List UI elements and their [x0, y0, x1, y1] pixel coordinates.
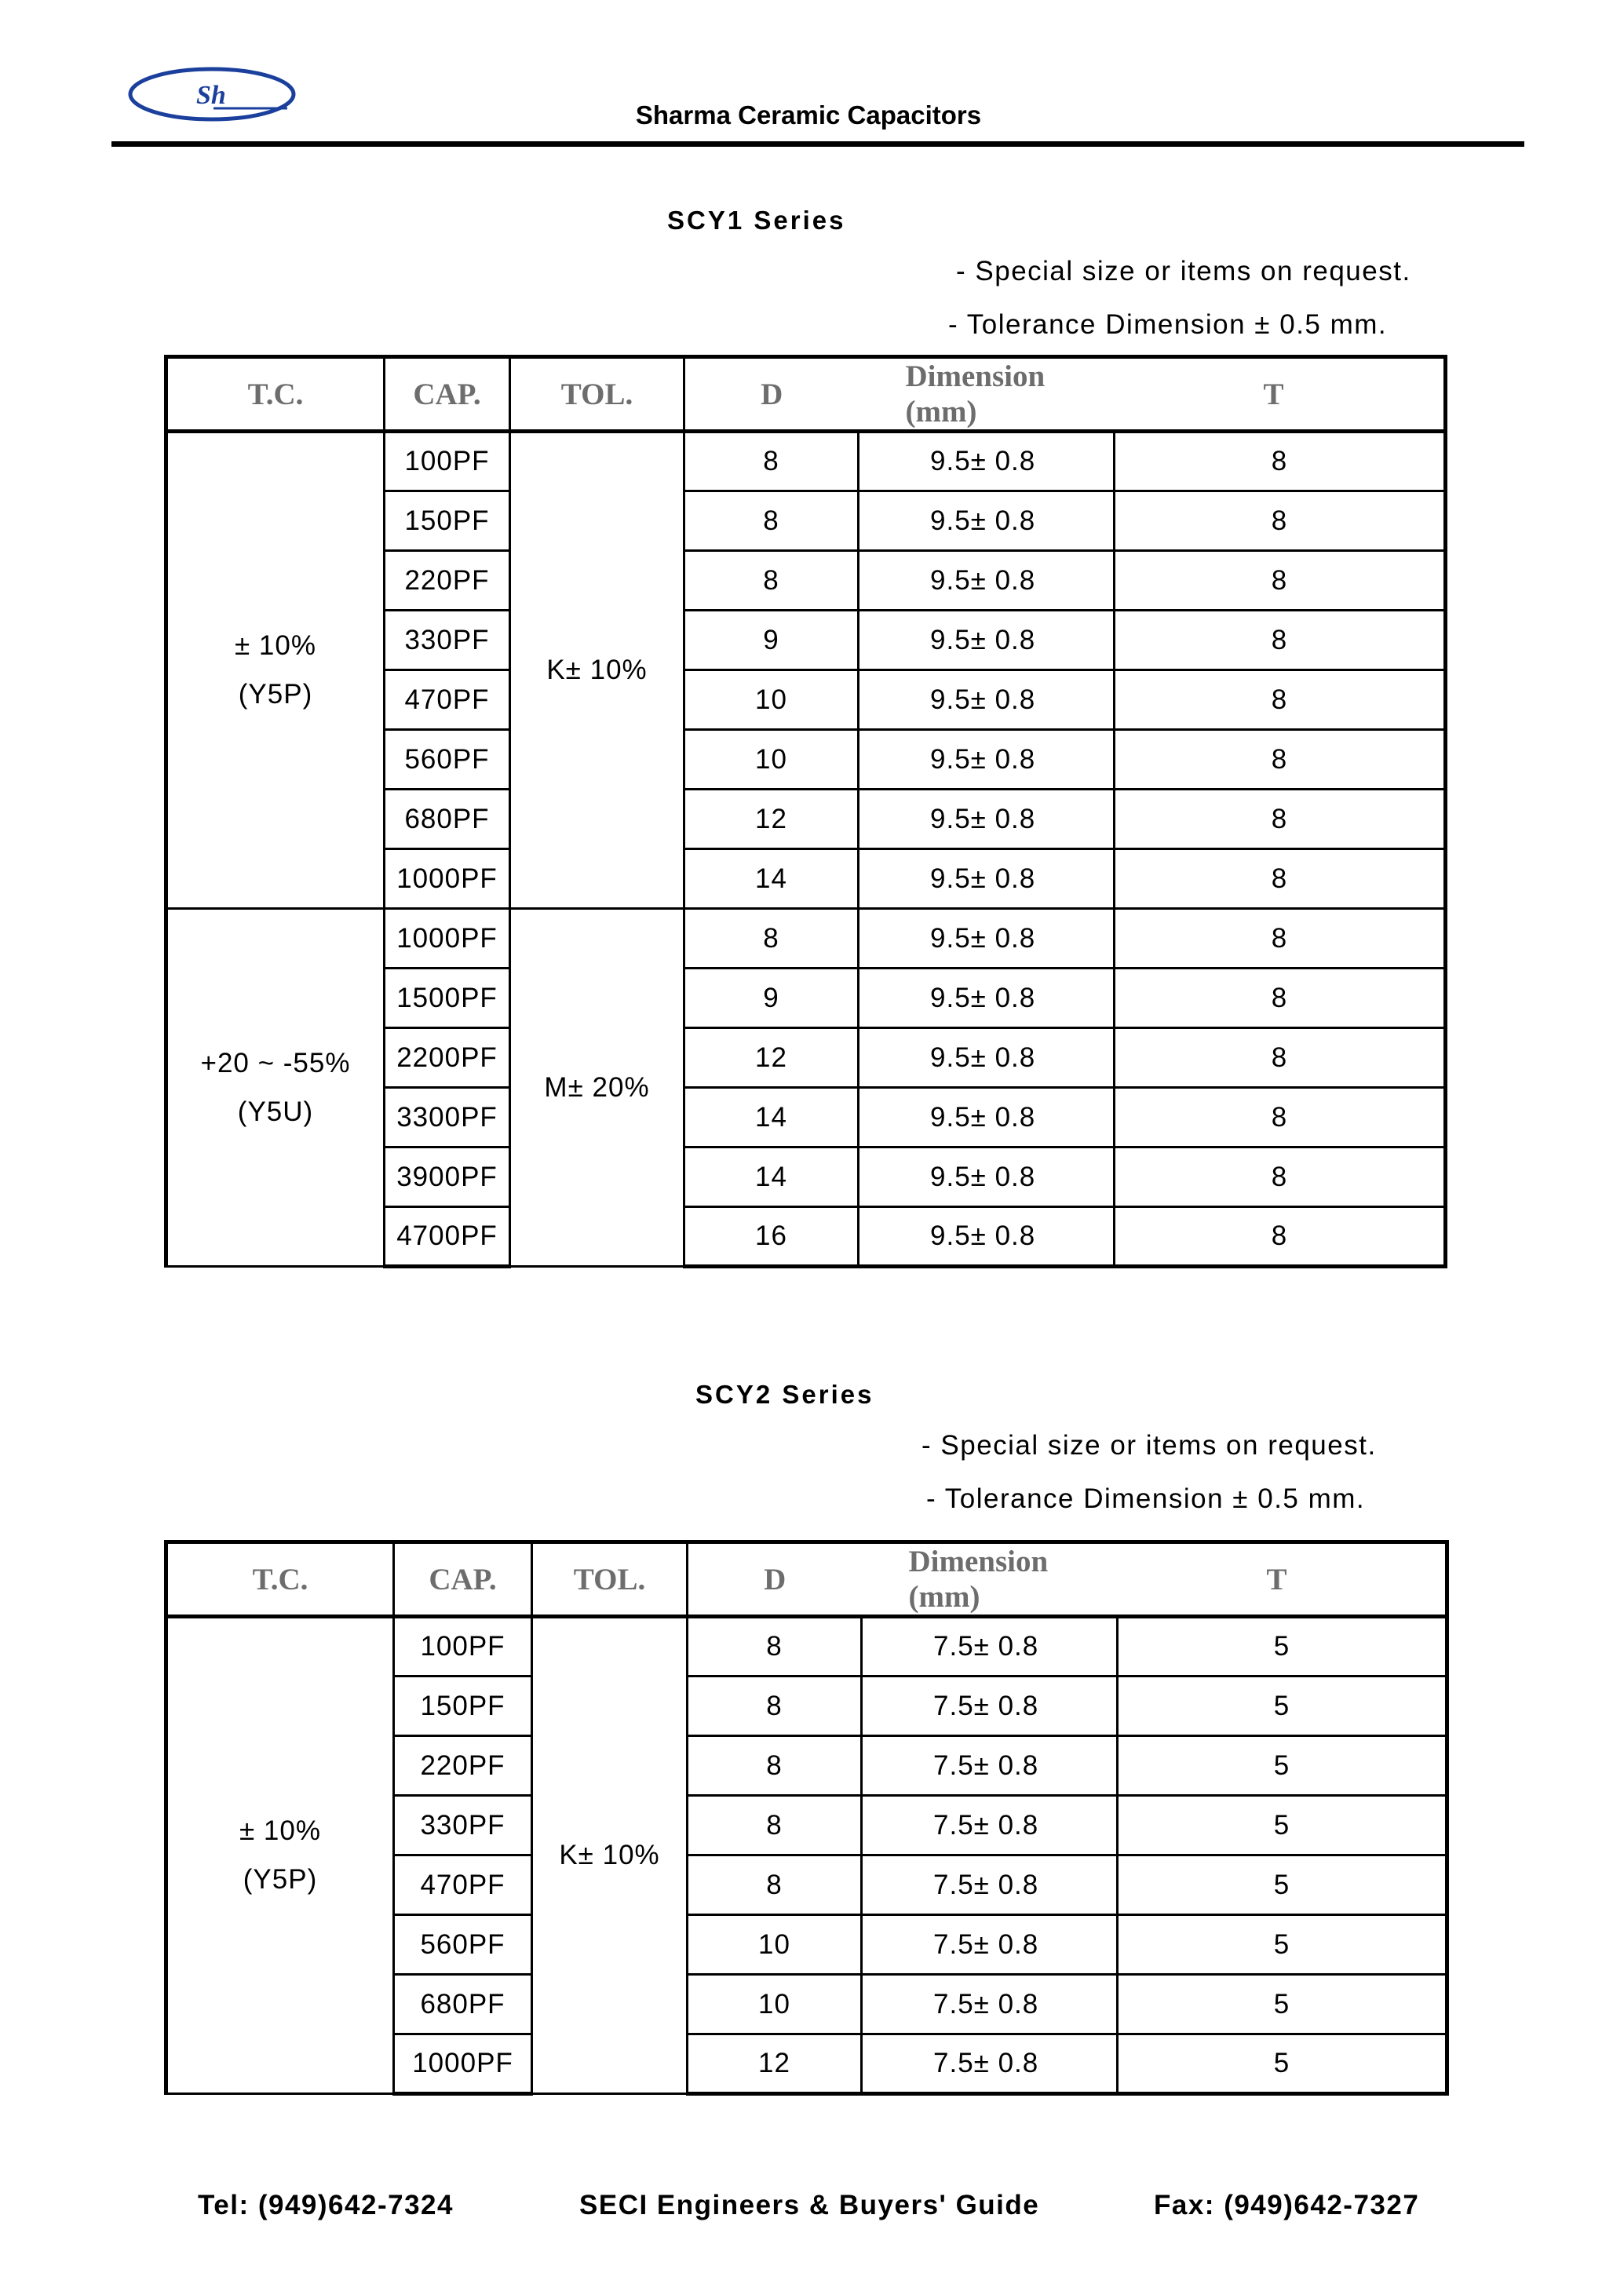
cap-cell: 1000PF — [385, 849, 510, 909]
tc-rating: ± 10% — [239, 1815, 321, 1846]
cap-cell: 330PF — [394, 1796, 532, 1855]
scy2-header-tc: T.C. — [166, 1542, 394, 1617]
cap-cell: 3900PF — [385, 1148, 510, 1207]
cap-cell: 100PF — [394, 1617, 532, 1677]
d-cell: 14 — [684, 1148, 859, 1207]
table-row — [166, 1617, 1447, 1677]
t-cell: 5 — [1118, 2034, 1447, 2094]
dimension-cell: 9.5± 0.8 — [859, 909, 1115, 969]
scy1-header-d: D — [684, 357, 859, 432]
tc-cell — [166, 432, 385, 909]
header-rule — [111, 141, 1524, 147]
scy1-header-t: T — [1115, 357, 1446, 432]
tc-rating: ± 10% — [235, 630, 316, 661]
cap-cell: 4700PF — [385, 1207, 510, 1267]
dimension-cell: 7.5± 0.8 — [862, 1617, 1118, 1677]
t-cell: 8 — [1115, 1148, 1446, 1207]
scy2-header-d: D — [688, 1542, 862, 1617]
d-cell: 12 — [688, 2034, 862, 2094]
dimension-cell: 9.5± 0.8 — [859, 432, 1115, 491]
t-cell: 8 — [1115, 670, 1446, 730]
tol-cell: K± 10% — [532, 1617, 688, 2094]
d-cell: 8 — [688, 1855, 862, 1915]
cap-cell: 220PF — [385, 551, 510, 611]
table-row — [166, 432, 1446, 491]
dimension-cell: 9.5± 0.8 — [859, 1207, 1115, 1267]
d-cell: 10 — [688, 1915, 862, 1975]
scy2-header-tol: TOL. — [532, 1542, 688, 1617]
scy1-header-tc: T.C. — [166, 357, 385, 432]
cap-cell: 470PF — [394, 1855, 532, 1915]
t-cell: 8 — [1115, 790, 1446, 849]
t-cell: 8 — [1115, 432, 1446, 491]
scy2-table — [164, 1540, 1449, 2096]
cap-cell: 150PF — [394, 1677, 532, 1736]
cap-cell: 560PF — [385, 730, 510, 790]
t-cell: 8 — [1115, 730, 1446, 790]
tc-code: (Y5U) — [237, 1096, 314, 1127]
t-cell: 8 — [1115, 551, 1446, 611]
cap-cell: 1500PF — [385, 969, 510, 1028]
t-cell: 5 — [1118, 1915, 1447, 1975]
cap-cell: 470PF — [385, 670, 510, 730]
scy2-note-special: - Special size or items on request. — [921, 1430, 1377, 1461]
cap-cell: 680PF — [394, 1975, 532, 2034]
scy2-title: SCY2 Series — [695, 1380, 874, 1409]
t-cell: 8 — [1115, 1088, 1446, 1148]
d-cell: 8 — [688, 1617, 862, 1677]
dimension-cell: 9.5± 0.8 — [859, 1088, 1115, 1148]
cap-cell: 560PF — [394, 1915, 532, 1975]
d-cell: 8 — [688, 1796, 862, 1855]
dimension-cell: 9.5± 0.8 — [859, 611, 1115, 670]
dimension-cell: 7.5± 0.8 — [862, 1975, 1118, 2034]
t-cell: 8 — [1115, 1028, 1446, 1088]
footer-guide: SECI Engineers & Buyers' Guide — [579, 2190, 1040, 2220]
dimension-cell: 9.5± 0.8 — [859, 1148, 1115, 1207]
t-cell: 8 — [1115, 611, 1446, 670]
d-cell: 10 — [684, 730, 859, 790]
d-cell: 14 — [684, 849, 859, 909]
dimension-cell: 7.5± 0.8 — [862, 1915, 1118, 1975]
d-cell: 12 — [684, 790, 859, 849]
dimension-cell: 9.5± 0.8 — [859, 491, 1115, 551]
t-cell: 5 — [1118, 1855, 1447, 1915]
t-cell: 8 — [1115, 909, 1446, 969]
cap-cell: 2200PF — [385, 1028, 510, 1088]
d-cell: 8 — [684, 909, 859, 969]
table-row — [166, 909, 1446, 969]
footer-tel: Tel: (949)642-7324 — [198, 2190, 454, 2220]
scy1-header-row — [166, 357, 1446, 432]
t-cell: 8 — [1115, 491, 1446, 551]
cap-cell: 330PF — [385, 611, 510, 670]
t-cell: 8 — [1115, 969, 1446, 1028]
tol-cell: M± 20% — [510, 909, 684, 1267]
company-logo — [126, 61, 298, 127]
d-cell: 8 — [688, 1736, 862, 1796]
scy1-note-special: - Special size or items on request. — [956, 256, 1411, 286]
d-cell: 9 — [684, 969, 859, 1028]
d-cell: 10 — [688, 1975, 862, 2034]
scy1-header-tol: TOL. — [510, 357, 684, 432]
tc-cell — [166, 909, 385, 1267]
t-cell: 5 — [1118, 1617, 1447, 1677]
scy2-header-cap: CAP. — [394, 1542, 532, 1617]
scy1-table — [164, 355, 1447, 1268]
cap-cell: 1000PF — [394, 2034, 532, 2094]
scy1-title: SCY1 Series — [667, 206, 846, 235]
d-cell: 14 — [684, 1088, 859, 1148]
dimension-cell: 7.5± 0.8 — [862, 1796, 1118, 1855]
scy1-note-tolerance: - Tolerance Dimension ± 0.5 mm. — [948, 309, 1388, 340]
tc-rating: +20 ~ -55% — [200, 1047, 351, 1078]
dimension-cell: 9.5± 0.8 — [859, 551, 1115, 611]
cap-cell: 100PF — [385, 432, 510, 491]
t-cell: 5 — [1118, 1975, 1447, 2034]
scy2-note-tolerance: - Tolerance Dimension ± 0.5 mm. — [926, 1483, 1366, 1514]
dimension-cell: 9.5± 0.8 — [859, 1028, 1115, 1088]
dimension-cell: 9.5± 0.8 — [859, 790, 1115, 849]
dimension-cell: 7.5± 0.8 — [862, 2034, 1118, 2094]
scy2-header-row — [166, 1542, 1447, 1617]
tol-cell: K± 10% — [510, 432, 684, 909]
d-cell: 8 — [684, 491, 859, 551]
tc-cell — [166, 1617, 394, 2094]
t-cell: 5 — [1118, 1736, 1447, 1796]
cap-cell: 220PF — [394, 1736, 532, 1796]
d-cell: 9 — [684, 611, 859, 670]
scy1-header-dimension: Dimension (mm) — [859, 357, 1115, 432]
dimension-cell: 9.5± 0.8 — [859, 849, 1115, 909]
company-name: Sharma Ceramic Capacitors — [635, 100, 982, 130]
d-cell: 10 — [684, 670, 859, 730]
scy2-header-dimension: Dimension (mm) — [862, 1542, 1118, 1617]
dimension-cell: 7.5± 0.8 — [862, 1855, 1118, 1915]
logo-text: Sh — [196, 81, 226, 110]
d-cell: 16 — [684, 1207, 859, 1267]
dimension-cell: 7.5± 0.8 — [862, 1677, 1118, 1736]
tc-code: (Y5P) — [238, 679, 313, 710]
t-cell: 5 — [1118, 1796, 1447, 1855]
dimension-cell: 9.5± 0.8 — [859, 730, 1115, 790]
t-cell: 8 — [1115, 1207, 1446, 1267]
scy1-header-cap: CAP. — [385, 357, 510, 432]
dimension-cell: 7.5± 0.8 — [862, 1736, 1118, 1796]
cap-cell: 680PF — [385, 790, 510, 849]
d-cell: 12 — [684, 1028, 859, 1088]
scy2-header-t: T — [1118, 1542, 1447, 1617]
t-cell: 5 — [1118, 1677, 1447, 1736]
footer-fax: Fax: (949)642-7327 — [1154, 2190, 1420, 2220]
dimension-cell: 9.5± 0.8 — [859, 969, 1115, 1028]
d-cell: 8 — [684, 551, 859, 611]
tc-code: (Y5P) — [243, 1864, 318, 1895]
d-cell: 8 — [684, 432, 859, 491]
dimension-cell: 9.5± 0.8 — [859, 670, 1115, 730]
cap-cell: 150PF — [385, 491, 510, 551]
cap-cell: 3300PF — [385, 1088, 510, 1148]
cap-cell: 1000PF — [385, 909, 510, 969]
t-cell: 8 — [1115, 849, 1446, 909]
d-cell: 8 — [688, 1677, 862, 1736]
